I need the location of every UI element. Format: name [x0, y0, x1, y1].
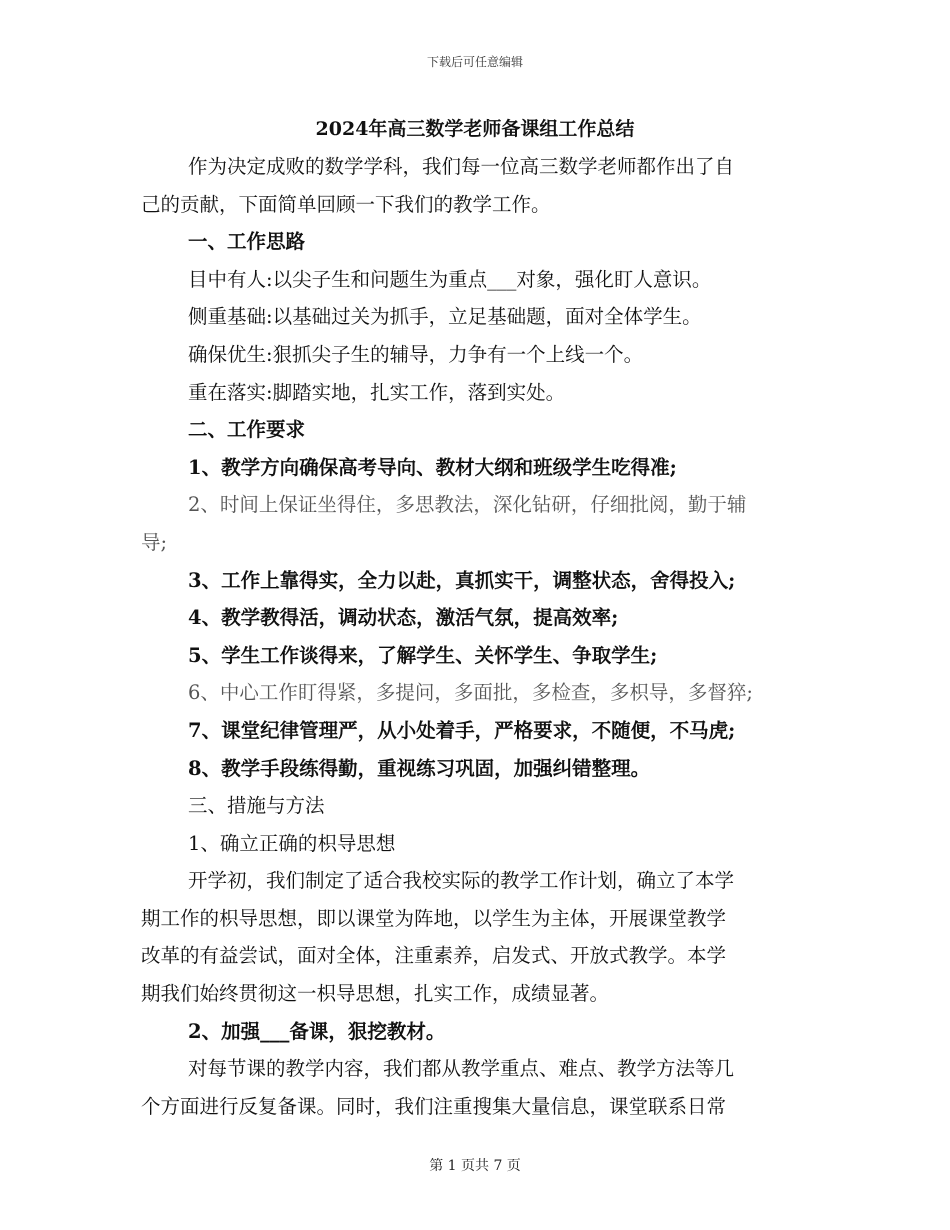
- paragraph-line: 改革的有益尝试，面对全体，注重素养，启发式、开放式教学。本学: [141, 944, 727, 968]
- list-item-continuation: 导;: [141, 530, 168, 554]
- paragraph-line: 目中有人:以尖子生和问题生为重点___对象，强化盯人意识。: [188, 267, 712, 291]
- list-item: 2、时间上保证坐得住，多思教法，深化钻研，仔细批阅，勤于辅: [188, 493, 747, 517]
- paragraph-line: 己的贡献，下面简单回顾一下我们的教学工作。: [141, 192, 551, 216]
- paragraph-line: 确保优生:狠抓尖子生的辅导，力争有一个上线一个。: [188, 342, 644, 366]
- section-heading: 二、工作要求: [188, 418, 306, 442]
- page-header: 下载后可任意编辑: [426, 55, 523, 69]
- list-item: 6、中心工作盯得紧，多提问，多面批，多检查，多枳导，多督猝;: [188, 681, 753, 705]
- paragraph-line: 期工作的枳导思想，即以课堂为阵地，以学生为主体，开展课堂教学: [141, 906, 727, 930]
- paragraph-line: 对每节课的教学内容，我们都从教学重点、难点、教学方法等几: [188, 1057, 735, 1081]
- list-item: 7、课堂纪律管理严，从小处着手，严格要求，不随便，不马虎;: [188, 718, 736, 742]
- paragraph-line: 侧重基础:以基础过关为抓手，立足基础题，面对全体学生。: [188, 305, 702, 329]
- list-item: 8、教学手段练得勤，重视练习巩固，加强纠错整理。: [188, 756, 651, 780]
- paragraph-line: 重在落实:脚踏实地，扎实工作，落到实处。: [188, 380, 566, 404]
- list-item: 3、工作上靠得实，全力以赴，真抓实干，调整状态，舍得投入;: [188, 568, 736, 592]
- document-title: 2024年高三数学老师备课组工作总结: [315, 118, 635, 140]
- list-item: 5、学生工作谈得来，了解学生、关怀学生、争取学生;: [188, 643, 658, 667]
- subsection-heading: 2、加强___备课，狠挖教材。: [188, 1019, 446, 1043]
- list-item: 1、教学方向确保高考导向、教材大纲和班级学生吃得准;: [188, 455, 677, 479]
- subsection-heading: 1、确立正确的枳导思想: [188, 831, 396, 855]
- list-item: 4、教学教得活，调动状态，激活气氛，提高效率;: [188, 606, 619, 630]
- paragraph-line: 期我们始终贯彻这一枳导思想，扎实工作，成绩显著。: [141, 982, 610, 1006]
- document-body: [141, 148, 813, 1125]
- section-heading: 一、工作思路: [188, 230, 306, 254]
- page-footer: 第 1 页共 7 页: [429, 1158, 521, 1174]
- section-heading: 三、措施与方法: [188, 794, 325, 818]
- paragraph-line: 作为决定成败的数学学科，我们每一位高三数学老师都作出了自: [188, 155, 735, 178]
- paragraph-line: 开学初，我们制定了适合我校实际的教学工作计划，确立了本学: [188, 869, 735, 893]
- paragraph-line: 个方面进行反复备课。同时，我们注重搜集大量信息，课堂联系日常: [141, 1094, 727, 1118]
